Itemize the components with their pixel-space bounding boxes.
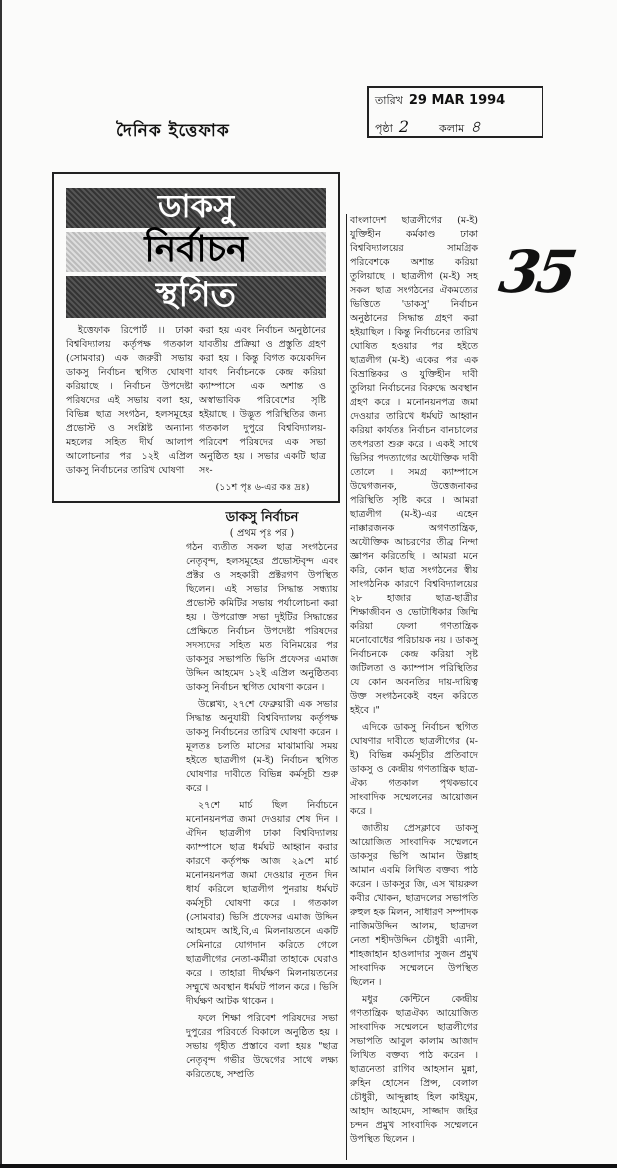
- lead-article-box: [52, 172, 340, 503]
- continuation-subtitle: ( প্রথম পৃঃ পর ): [229, 528, 295, 539]
- stamp-page-label: পৃষ্ঠা: [375, 122, 393, 135]
- stamp-date: 29 MAR 1994: [408, 93, 506, 108]
- continued-note: (১১শ পৃঃ ৬-এর কঃ দ্রঃ): [215, 482, 310, 493]
- lead-paragraph: করা হয় এবং নির্বাচন অনুষ্ঠানের যাবতীয় প্রক্রিয়া ও প্রস্তুতি গ্রহণ করা হয় । কিন্তু বিগত কয়েকদিন যাবৎ নির্বাচনকে কেন্দ্র করিয়া ক্যাম্পাসে এক অশান্ত ও অস্বাভাবিক পরিবেশের সৃষ্টি হইয়াছে । উদ্ভূত পরিস্থিতির জন্য গতকাল দুপুরে বিশ্ববিদ্যালয়-পরিবেশ পরিষদের এক সভা অনুষ্ঠিত হয় । সভার একটি ছাত্র সং-: [199, 325, 326, 476]
- handwritten-archive-number: 35: [495, 238, 578, 306]
- lead-columns: [66, 324, 326, 495]
- archive-stamp: [367, 86, 543, 138]
- left-flow: [52, 0, 340, 1099]
- headline-line-3: স্থগিত: [66, 276, 326, 318]
- scan-bottom-edge: [0, 1164, 617, 1168]
- body-paragraph: মধুর কেন্টিনে কেন্দ্রীয় গণতান্ত্রিক ছাত্রঐক্য আয়োজিত সাংবাদিক সম্মেলনে ছাত্রলীগের সভাপতি আবুল কালাম আজাদ লিখিত বক্তব্য পাঠ করেন । ছাত্রনেতা রাগিব আহসান মুন্না, রুহিন হোসেন প্রিন্স, বেলাল চৌধুরী, আব্দুল্লাহ হিল কাইয়ুম, আহাদ আহমেদ, সাজ্জাদ জহির চন্দন প্রমুখ সাংবাদিক সম্মেলনে উপস্থিত ছিলেন ।: [350, 994, 478, 1145]
- stamp-date-label: তারিখ: [375, 94, 403, 107]
- lead-paragraph: ইত্তেফাক রিপোর্ট ।। ঢাকা বিশ্ববিদ্যালয় কর্তৃপক্ষ গতকাল (সোমবার) এক জরুরী সভায় ডাকসু নির্বাচন স্থগিত ঘোষণা করিয়াছে । নির্বাচন উপদেষ্টা পরিষদের এই সভায় বলা হয়, বিভিন্ন ছাত্র সংগঠন, হলসমূহের প্রভোস্ট ও সংশ্লিষ্ট অন্যান্য মহলের সহিত দীর্ঘ আলাপ আলোচনার পর ১২ই এপ্রিল ডাকসু নির্বাচনের তারিখ ঘোষণা: [66, 325, 193, 476]
- headline-line-2: নির্বাচন: [66, 232, 326, 272]
- headline-line-1: ডাকসু: [66, 188, 326, 228]
- body-paragraph: এদিকে ডাকসু নির্বাচন স্থগিত ঘোষণার দাবীতে ছাত্রলীগের (ম-ই) বিভিন্ন কর্মসূচীর প্রতিবাদে ডাকসু ও কেন্দ্রীয় গণতান্ত্রিক ছাত্র-ঐক্য গতকাল পৃথকভাবে সাংবাদিক সম্মেলনের আয়োজন করে ।: [350, 722, 478, 817]
- stamp-page: 2: [398, 117, 410, 136]
- scan-edge: [0, 0, 2, 1168]
- continuation-title: ডাকসু নির্বাচন: [225, 510, 299, 525]
- newspaper-masthead: দৈনিক ইত্তেফাক: [116, 121, 230, 141]
- lead-column-1: [66, 324, 193, 495]
- lead-column-2: [199, 324, 326, 495]
- body-paragraph: ফলে শিক্ষা পরিবেশ পরিষদের সভা দুপুরের পরিবর্তে বিকালে অনুষ্ঠিত হয় । সভায় গৃহীত প্রস্তাবে বলা হয়ঃ "ছাত্র নেতৃবৃন্দ গভীর উদ্বেগের সাথে লক্ষ্য করিতেছে, সম্প্রতি: [186, 1013, 338, 1080]
- body-paragraph: গঠন ব্যতীত সকল ছাত্র সংগঠনের নেতৃবৃন্দ, হলসমূহের প্রভোস্টবৃন্দ এবং প্রক্টর ও সহকারী প্রক্টরগণ উপস্থিত ছিলেন। এই সভার সিদ্ধান্ত সন্ধ্যায় প্রভোস্ট কমিটির সভায় পর্যালোচনা করা হয় । উপরোক্ত সভা দুইটির সিদ্ধান্তের প্রেক্ষিতে নির্বাচন উপদেষ্টা পরিষদের সদস্যদের সহিত মত বিনিময়ের পর ডাকসুর সভাপতি ভিসি প্রফেসর এমাজ উদ্দিন আহমেদ ১২ই এপ্রিল অনুষ্ঠিতব্য ডাকসু নির্বাচন স্থগিত ঘোষণা করেন ।: [186, 542, 338, 693]
- body-paragraph: বাংলাদেশ ছাত্রলীগের (ম-ই) যুক্তিহীন কর্মকাণ্ড ঢাকা বিশ্ববিদ্যালয়ের সামগ্রিক পরিবেশকে অশান্ত করিয়া তুলিয়াছে । ছাত্রলীগ (ম-ই) সহ সকল ছাত্র সংগঠনের ঐকমত্যের ভিত্তিতে 'ডাকসু' নির্বাচন অনুষ্ঠানের সিদ্ধান্ত গ্রহণ করা হইয়াছিল । কিন্তু নির্বাচনের তারিখ ঘোষিত হওয়ার পর হইতে ছাত্রলীগ (ম-ই) একের পর এক বিভ্রান্তিকর ও যুক্তিহীন দাবী তুলিয়া নির্বাচনের বিরুদ্ধে অবস্থান গ্রহণ করে । মনোনয়নপত্র জমা দেওয়ার তারিখে ধর্মঘট আহ্বান করিয়া কার্যতঃ নির্বাচন বানচালের তৎপরতা শুরু করে । একই সাথে ভিসির পদত্যাগের অযৌক্তিক দাবী তোলে । সমগ্র ক্যাম্পাসে উদ্বেগজনক, উত্তেজনাকর পরিস্থিতি সৃষ্টি করে । আমরা ছাত্রলীগ (ম-ই)-এর এহেন নাক্কারজনক অগণতান্ত্রিক, অযৌক্তিক আচরণের তীব্র নিন্দা জ্ঞাপন করিতেছি । আমরা মনে করি, কোন ছাত্র সংগঠনের স্বীয় সাংগঠনিক কারণে বিশ্ববিদ্যালয়ের ২৮ হাজার ছাত্র-ছাত্রীর শিক্ষাজীবন ও ভোটাধিকার জিম্মি করিয়া ফেলা গণতান্ত্রিক মনোবোধের পরিচায়ক নয় । ডাকসু নির্বাচনকে কেন্দ্র করিয়া সৃষ্ট জটিলতা ও ক্যাম্পাস পরিস্থিতির যে কোন অবনতির দায়-দায়িত্ব উক্ত সংগঠনকেই বহন করিতে হইবে ।": [350, 215, 478, 716]
- body-paragraph: জাতীয় প্রেসক্লাবে ডাকসু আয়োজিত সাংবাদিক সম্মেলনে ডাকসুর ভিপি আমান উল্লাহ আমান এবমি লিখিত বক্তব্য পাঠ করেন । ডাকসুর জি, এস খায়রুল কবীর খোকন, ছাত্রদলের সভাপতি রুহুল হক মিলন, সাধারণ সম্পাদক নাজিমউদ্দিন আলম, ছাত্রদল নেতা শহীদউদ্দিন চৌধুরী এ্যানী, শাহজাহান হাওলাদার সুজন প্রমুখ সাংবাদিক সম্মেলনে উপস্থিত ছিলেন ।: [350, 823, 478, 988]
- stamp-column: ৪: [470, 117, 481, 136]
- continuation-column: [186, 509, 338, 1082]
- body-paragraph: উল্লেখ্য, ২৭শে ফেব্রুয়ারী এক সভার সিদ্ধান্ত অনুযায়ী বিশ্ববিদ্যালয় কর্তৃপক্ষ ডাকসু নির্বাচনের তারিখ ঘোষণা করেন । মূলতঃ চলতি মাসের মাঝামাঝি সময় হইতে ছাত্রলীগ (ম-ই) নির্বাচন স্থগিত ঘোষণার দাবীতে বিভিন্ন কর্মসূচী শুরু করে ।: [186, 699, 338, 794]
- right-column: [346, 214, 478, 1160]
- body-paragraph: ২৭শে মার্চ ছিল নির্বাচনে মনোনয়নপত্র জমা দেওয়ার শেষ দিন । ঐদিন ছাত্রলীগ ঢাকা বিশ্ববিদ্যালয় ক্যাম্পাসে ছাত্র ধর্মঘট আহ্বান করার কারণে কর্তৃপক্ষ আজ ২৯শে মার্চ মনোনয়নপত্র জমা দেওয়ার নূতন দিন ধার্য করিলে ছাত্রলীগ পুনরায় ধর্মঘট কর্মসূচী ঘোষণা করে । গতকাল (সোমবার) ভিসি প্রফেসর এমাজ উদ্দিন আহমেদ আই,বি,এ মিলনায়তনে একটি সেমিনারে যোগদান করিতে গেলে ছাত্রলীগের নেতা-কর্মীরা তাহাকে ঘেরাও করে । তাহারা দীর্ঘক্ষণ মিলনায়তনের সম্মুখে অবস্থান ধর্মঘট পালন করে । ভিসি দীর্ঘক্ষণ আটক থাকেন ।: [186, 800, 338, 1007]
- stamp-column-label: কলাম: [439, 122, 465, 135]
